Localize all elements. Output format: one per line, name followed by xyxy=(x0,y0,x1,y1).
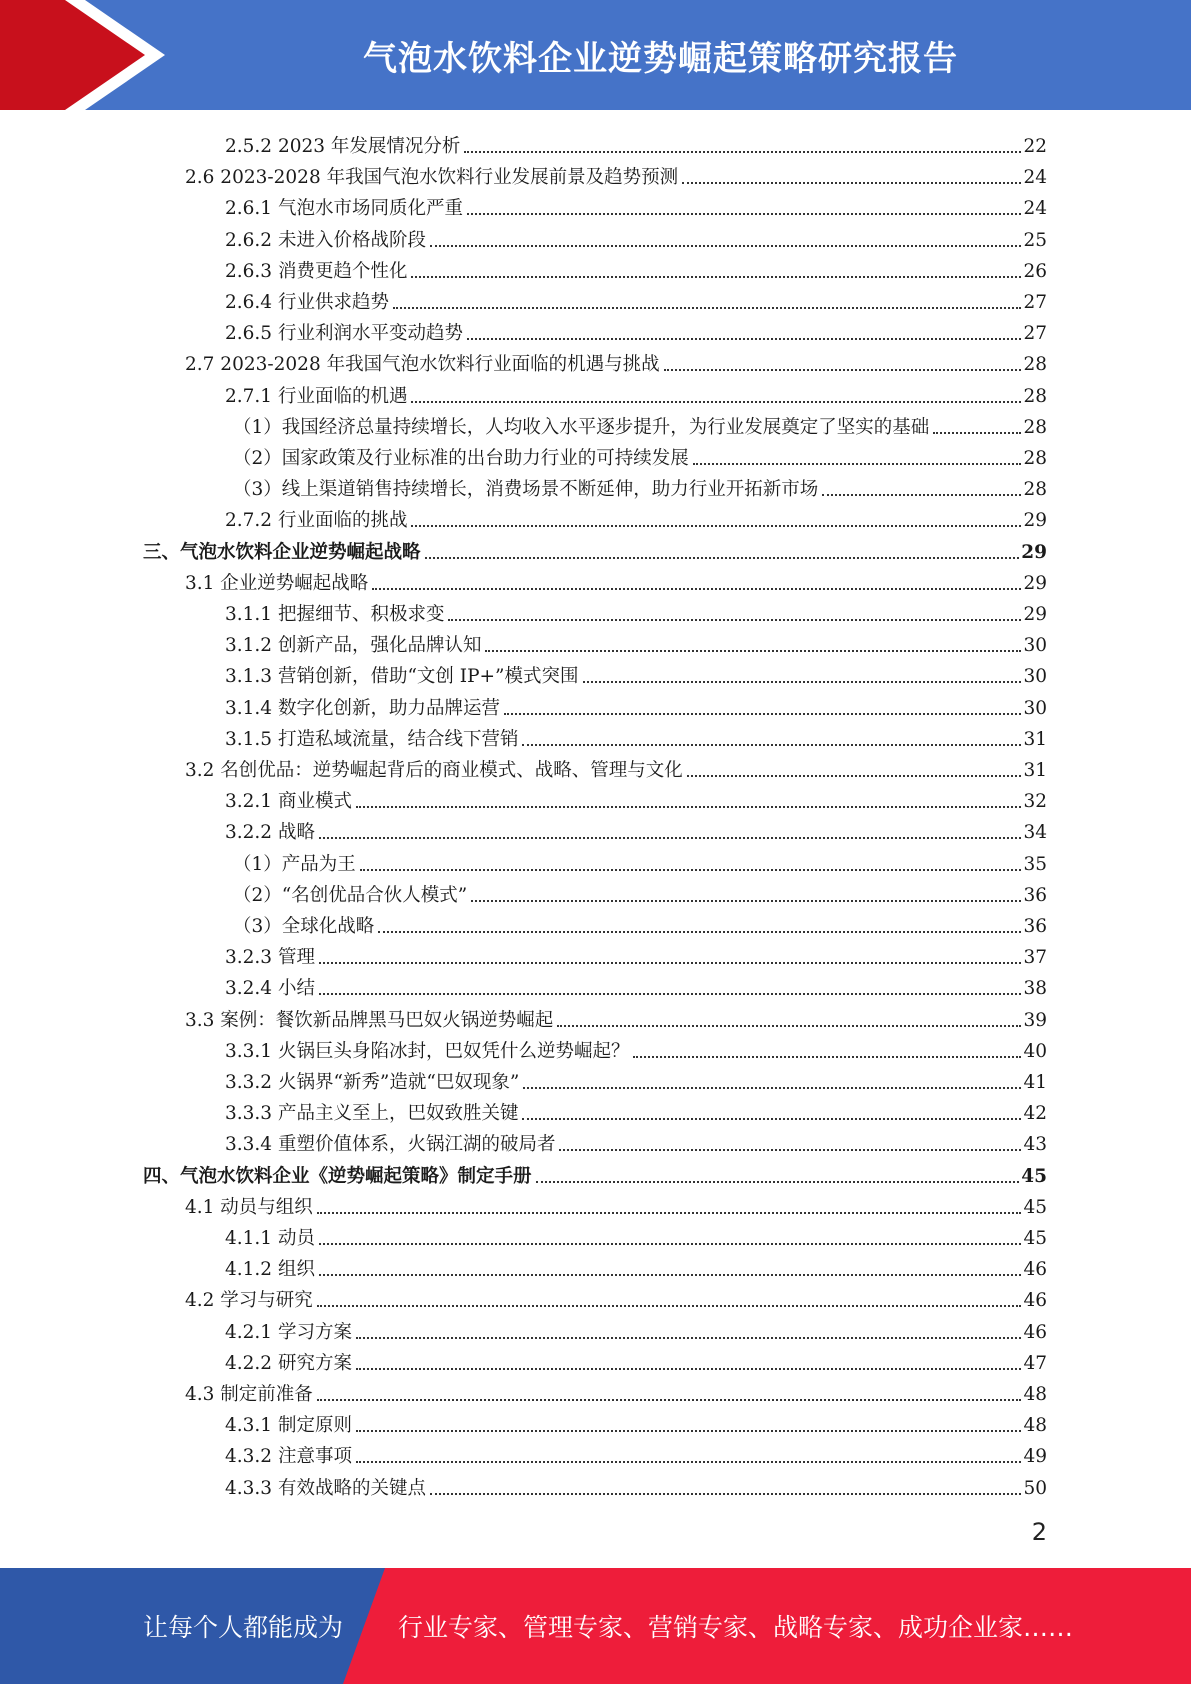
toc-entry[interactable] xyxy=(225,1470,1047,1501)
page-number: 2 xyxy=(1031,1518,1047,1546)
toc-entry-title: 3.3.4 重塑价值体系，火锅江湖的破局者 xyxy=(225,1134,556,1156)
toc-entry-page: 25 xyxy=(1023,229,1047,251)
toc-entry-title: 3.1.5 打造私域流量，结合线下营销 xyxy=(225,728,519,750)
toc-entry[interactable] xyxy=(225,253,1047,284)
toc-entry-title: 4.2.1 学习方案 xyxy=(225,1321,352,1343)
toc-entry[interactable] xyxy=(225,1033,1047,1064)
toc-leader-dots xyxy=(372,588,1021,590)
toc-entry-title: 3.3.3 产品主义至上，巴奴致胜关键 xyxy=(225,1103,519,1125)
toc-entry[interactable] xyxy=(185,346,1047,377)
toc-leader-dots xyxy=(467,338,1021,340)
toc-entry-title: 4.1 动员与组织 xyxy=(185,1196,313,1218)
toc-entry-title: 4.1.2 组织 xyxy=(225,1259,315,1281)
toc-leader-dots xyxy=(557,1025,1021,1027)
toc-leader-dots xyxy=(317,1399,1022,1401)
toc-entry-page: 26 xyxy=(1023,260,1047,282)
toc-entry-title: 3.1.4 数字化创新，助力品牌运营 xyxy=(225,697,500,719)
toc-entry[interactable] xyxy=(185,1282,1047,1313)
toc-leader-dots xyxy=(319,837,1022,839)
toc-entry-title: 2.5.2 2023 年发展情况分析 xyxy=(225,136,461,157)
toc-entry-title: （1）我国经济总量持续增长，人均收入水平逐步提升，为行业发展奠定了坚实的基础 xyxy=(233,416,930,438)
toc-entry[interactable] xyxy=(233,471,1047,502)
toc-leader-dots xyxy=(319,993,1022,995)
toc-entry-page: 24 xyxy=(1023,167,1047,189)
toc-entry[interactable] xyxy=(185,1376,1047,1407)
toc-entry-title: 3.3 案例：餐饮新品牌黑马巴奴火锅逆势崛起 xyxy=(185,1009,554,1031)
toc-leader-dots xyxy=(536,1181,1020,1183)
toc-leader-dots xyxy=(522,744,1021,746)
toc-entry-title: 2.6.1 气泡水市场同质化严重 xyxy=(225,198,463,220)
toc-leader-dots xyxy=(425,557,1020,559)
toc-entry-title: （2）“名创优品合伙人模式” xyxy=(233,884,468,906)
toc-entry-title: （3）线上渠道销售持续增长，消费场景不断延伸，助力行业开拓新市场 xyxy=(233,479,819,501)
toc-entry-title: 4.3 制定前准备 xyxy=(185,1384,313,1405)
report-title: 气泡水饮料企业逆势崛起策略研究报告 xyxy=(363,38,958,79)
footer-slogan-left: 让每个人都能成为 xyxy=(143,1613,344,1642)
toc-entry[interactable] xyxy=(225,939,1047,970)
toc-entry-page: 28 xyxy=(1023,416,1047,438)
toc-entry[interactable] xyxy=(185,1002,1047,1033)
toc-entry-title: 3.2 名创优品：逆势崛起背后的商业模式、战略、管理与文化 xyxy=(185,760,683,781)
toc-entry-title: 2.6 2023-2028 年我国气泡水饮料行业发展前景及趋势预测 xyxy=(185,167,679,189)
toc-entry[interactable] xyxy=(225,658,1047,689)
toc-entry[interactable] xyxy=(225,1438,1047,1469)
toc-entry-title: 四、气泡水饮料企业《逆势崛起策略》制定手册 xyxy=(143,1165,532,1187)
toc-entry[interactable] xyxy=(225,1314,1047,1345)
toc-entry-title: 3.2.3 管理 xyxy=(225,947,315,969)
toc-entry-page: 28 xyxy=(1023,479,1047,501)
toc-entry[interactable] xyxy=(233,846,1047,877)
toc-entry-page: 36 xyxy=(1023,916,1047,937)
toc-leader-dots xyxy=(319,962,1022,964)
toc-entry[interactable] xyxy=(225,1095,1047,1126)
toc-entry-title: 3.1.2 创新产品，强化品牌认知 xyxy=(225,635,482,657)
toc-entry[interactable] xyxy=(233,877,1047,908)
toc-entry-page: 29 xyxy=(1023,572,1047,594)
toc-entry[interactable] xyxy=(225,378,1047,409)
toc-entry-title: 4.3.2 注意事项 xyxy=(225,1446,352,1468)
toc-entry-page: 31 xyxy=(1023,760,1047,781)
toc-entry-title: 3.1.3 营销创新，借助“文创 IP+”模式突围 xyxy=(225,666,579,688)
toc-entry[interactable] xyxy=(225,721,1047,752)
toc-entry-title: 4.2.2 研究方案 xyxy=(225,1352,352,1374)
toc-entry-title: 2.7.2 行业面临的挑战 xyxy=(225,510,408,532)
toc-entry-page: 34 xyxy=(1023,822,1047,844)
toc-entry-title: 3.2.4 小结 xyxy=(225,978,315,1000)
page-header xyxy=(0,0,1191,110)
toc-entry-page: 31 xyxy=(1023,728,1047,750)
toc-entry-page: 28 xyxy=(1023,354,1047,376)
footer-slogan-right: 行业专家、管理专家、营销专家、战略专家、成功企业家…… xyxy=(398,1613,1074,1642)
toc-entry[interactable] xyxy=(225,596,1047,627)
toc-entry-page: 28 xyxy=(1023,448,1047,469)
toc-leader-dots xyxy=(356,1368,1022,1370)
toc-leader-dots xyxy=(356,1461,1022,1463)
toc-entry-title: 三、气泡水饮料企业逆势崛起战略 xyxy=(143,541,421,563)
toc-entry[interactable] xyxy=(225,783,1047,814)
toc-entry-page: 36 xyxy=(1023,884,1047,906)
toc-leader-dots xyxy=(822,494,1021,496)
toc-leader-dots xyxy=(319,1243,1022,1245)
toc-entry[interactable] xyxy=(225,814,1047,845)
toc-entry[interactable] xyxy=(233,440,1047,471)
toc-entry-page: 43 xyxy=(1023,1134,1047,1156)
toc-entry-page: 46 xyxy=(1023,1259,1047,1281)
toc-entry-page: 45 xyxy=(1023,1196,1047,1218)
toc-entry-title: 3.1 企业逆势崛起战略 xyxy=(185,572,369,594)
toc-entry-title: 3.1.1 把握细节、积极求变 xyxy=(225,604,445,625)
toc-entry-page: 48 xyxy=(1023,1384,1047,1405)
toc-leader-dots xyxy=(664,369,1022,371)
toc-entry-page: 41 xyxy=(1023,1072,1047,1093)
toc-entry-title: 2.6.3 消费更趋个性化 xyxy=(225,260,408,282)
toc-entry-page: 30 xyxy=(1023,635,1047,657)
toc-entry-page: 37 xyxy=(1023,947,1047,969)
toc-entry-page: 50 xyxy=(1023,1477,1047,1499)
toc-entry-page: 27 xyxy=(1023,292,1047,313)
page-footer xyxy=(0,1568,1191,1684)
toc-entry[interactable] xyxy=(225,128,1047,159)
toc-entry-title: 4.3.3 有效战略的关键点 xyxy=(225,1477,426,1499)
toc-entry-page: 30 xyxy=(1023,666,1047,688)
toc-entry-title: 3.3.2 火锅界“新秀”造就“巴奴现象” xyxy=(225,1072,520,1093)
toc-entry-title: 3.3.1 火锅巨头身陷冰封，巴奴凭什么逆势崛起？ xyxy=(225,1040,630,1062)
toc-leader-dots xyxy=(356,806,1022,808)
toc-entry[interactable] xyxy=(143,534,1047,565)
toc-leader-dots xyxy=(693,463,1022,465)
toc-leader-dots xyxy=(378,931,1021,933)
toc-entry-page: 39 xyxy=(1023,1009,1047,1031)
toc-entry-title: 2.7 2023-2028 年我国气泡水饮料行业面临的机遇与挑战 xyxy=(185,354,660,376)
toc-leader-dots xyxy=(464,151,1021,153)
toc-leader-dots xyxy=(633,1056,1021,1058)
toc-entry[interactable] xyxy=(225,284,1047,315)
toc-entry-page: 38 xyxy=(1023,978,1047,1000)
toc-leader-dots xyxy=(687,775,1022,777)
toc-leader-dots xyxy=(356,1430,1022,1432)
toc-leader-dots xyxy=(522,1118,1021,1120)
toc-entry-page: 45 xyxy=(1021,1165,1047,1187)
toc-entry-title: （1）产品为王 xyxy=(233,853,356,875)
toc-leader-dots xyxy=(411,401,1021,403)
toc-entry[interactable] xyxy=(143,1158,1047,1189)
toc-leader-dots xyxy=(430,245,1021,247)
toc-entry-page: 29 xyxy=(1021,541,1047,563)
toc-leader-dots xyxy=(485,650,1021,652)
toc-entry-page: 40 xyxy=(1023,1040,1047,1062)
toc-leader-dots xyxy=(430,1493,1021,1495)
toc-leader-dots xyxy=(523,1087,1021,1089)
toc-entry[interactable] xyxy=(225,315,1047,346)
toc-entry-title: 4.1.1 动员 xyxy=(225,1228,315,1249)
toc-entry-page: 46 xyxy=(1023,1321,1047,1343)
toc-entry[interactable] xyxy=(185,1189,1047,1220)
toc-leader-dots xyxy=(583,681,1022,683)
toc-entry[interactable] xyxy=(225,1407,1047,1438)
toc-entry[interactable] xyxy=(225,1220,1047,1251)
toc-entry-page: 29 xyxy=(1023,604,1047,625)
toc-leader-dots xyxy=(467,213,1021,215)
toc-entry-title: （2）国家政策及行业标准的出台助力行业的可持续发展 xyxy=(233,448,689,469)
toc-entry[interactable] xyxy=(233,908,1047,939)
toc-entry-page: 48 xyxy=(1023,1415,1047,1437)
toc-entry-page: 47 xyxy=(1023,1352,1047,1374)
toc-entry-title: 3.2.2 战略 xyxy=(225,822,315,844)
header-red-block xyxy=(0,0,150,110)
toc-leader-dots xyxy=(393,307,1021,309)
toc-entry-title: 2.6.5 行业利润水平变动趋势 xyxy=(225,323,463,345)
toc-entry-title: 4.2 学习与研究 xyxy=(185,1290,313,1312)
toc-leader-dots xyxy=(360,869,1022,871)
toc-entry-page: 45 xyxy=(1023,1228,1047,1249)
toc-entry-page: 42 xyxy=(1023,1103,1047,1125)
toc-entry[interactable] xyxy=(185,565,1047,596)
toc-entry[interactable] xyxy=(225,1345,1047,1376)
toc-leader-dots xyxy=(319,1274,1022,1276)
toc-leader-dots xyxy=(448,619,1021,621)
toc-entry-title: 3.2.1 商业模式 xyxy=(225,791,352,813)
toc-entry-page: 30 xyxy=(1023,697,1047,719)
toc-leader-dots xyxy=(471,900,1021,902)
toc-entry-page: 27 xyxy=(1023,323,1047,345)
toc-entry-page: 22 xyxy=(1023,136,1047,157)
toc-entry-page: 32 xyxy=(1023,791,1047,813)
toc-entry-title: 2.6.2 未进入价格战阶段 xyxy=(225,229,426,251)
toc-entry[interactable] xyxy=(225,1064,1047,1095)
toc-entry-page: 28 xyxy=(1023,385,1047,407)
toc-leader-dots xyxy=(411,525,1021,527)
toc-entry[interactable] xyxy=(225,970,1047,1001)
toc-entry-title: 4.3.1 制定原则 xyxy=(225,1415,352,1437)
toc-entry-page: 35 xyxy=(1023,853,1047,875)
toc-leader-dots xyxy=(682,182,1021,184)
toc-entry-title: 2.7.1 行业面临的机遇 xyxy=(225,385,408,407)
toc-entry[interactable] xyxy=(225,690,1047,721)
toc-entry[interactable] xyxy=(185,159,1047,190)
toc-leader-dots xyxy=(504,713,1021,715)
toc-entry[interactable] xyxy=(185,752,1047,783)
toc-entry[interactable] xyxy=(225,222,1047,253)
toc-entry-page: 49 xyxy=(1023,1446,1047,1468)
toc-leader-dots xyxy=(317,1305,1022,1307)
toc-entry-page: 46 xyxy=(1023,1290,1047,1312)
toc-entry-page: 24 xyxy=(1023,198,1047,220)
toc-entry[interactable] xyxy=(225,1126,1047,1157)
toc-entry[interactable] xyxy=(233,409,1047,440)
toc-leader-dots xyxy=(559,1149,1021,1151)
toc-entry-page: 29 xyxy=(1023,510,1047,532)
toc-entry[interactable] xyxy=(225,190,1047,221)
toc-leader-dots xyxy=(356,1337,1022,1339)
toc-entry-title: （3）全球化战略 xyxy=(233,916,375,937)
toc-entry[interactable] xyxy=(225,502,1047,533)
toc-entry[interactable] xyxy=(225,627,1047,658)
toc-entry-title: 2.6.4 行业供求趋势 xyxy=(225,292,389,313)
toc-leader-dots xyxy=(317,1212,1022,1214)
toc-leader-dots xyxy=(933,432,1021,434)
toc-leader-dots xyxy=(411,276,1021,278)
toc-entry[interactable] xyxy=(225,1251,1047,1282)
